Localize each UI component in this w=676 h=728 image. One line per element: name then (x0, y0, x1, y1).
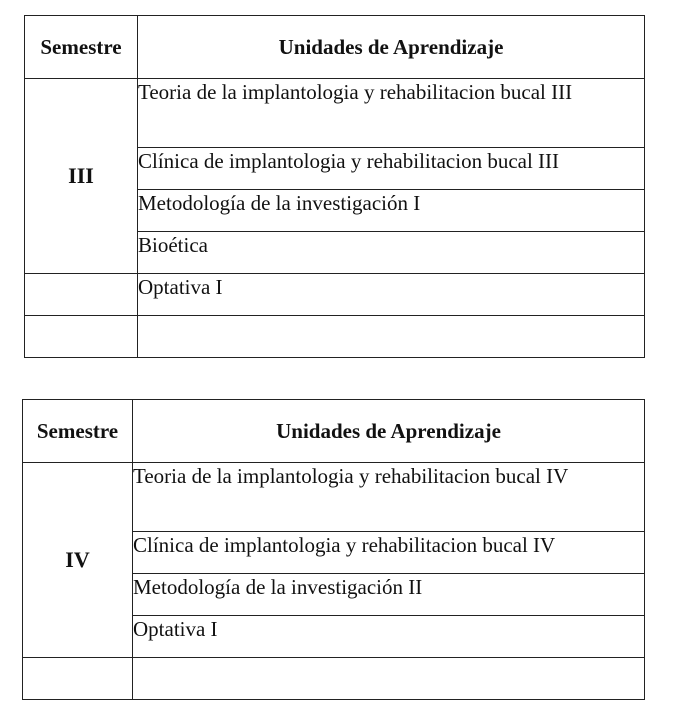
course-cell: Clínica de implantologia y rehabilitacion bucal III (138, 148, 645, 190)
semester-table-iv (22, 399, 645, 700)
semester-column-header: Semestre (25, 16, 138, 79)
course-cell: Bioética (138, 232, 645, 274)
course-cell: Metodología de la investigación I (138, 190, 645, 232)
table-header-row (25, 16, 645, 79)
course-cell: Metodología de la investigación II (133, 574, 645, 616)
empty-semester-cell (23, 658, 133, 700)
course-cell: Optativa I (138, 274, 645, 316)
table-row (23, 658, 645, 700)
units-column-header: Unidades de Aprendizaje (138, 16, 645, 79)
empty-semester-cell (25, 316, 138, 358)
course-cell: Optativa I (133, 616, 645, 658)
course-cell: Teoria de la implantologia y rehabilitacion bucal IV (133, 463, 645, 532)
semester-label: IV (23, 463, 133, 658)
semester-label: III (25, 79, 138, 274)
table-row (25, 79, 645, 148)
table-row (23, 463, 645, 532)
table-row (25, 316, 645, 358)
table-header-row (23, 400, 645, 463)
units-column-header: Unidades de Aprendizaje (133, 400, 645, 463)
course-cell: Clínica de implantologia y rehabilitacion bucal IV (133, 532, 645, 574)
empty-semester-cell (25, 274, 138, 316)
table-row (25, 274, 645, 316)
course-cell (133, 658, 645, 700)
course-cell (138, 316, 645, 358)
semester-table-iii (24, 15, 645, 358)
semester-column-header: Semestre (23, 400, 133, 463)
course-cell: Teoria de la implantologia y rehabilitacion bucal III (138, 79, 645, 148)
